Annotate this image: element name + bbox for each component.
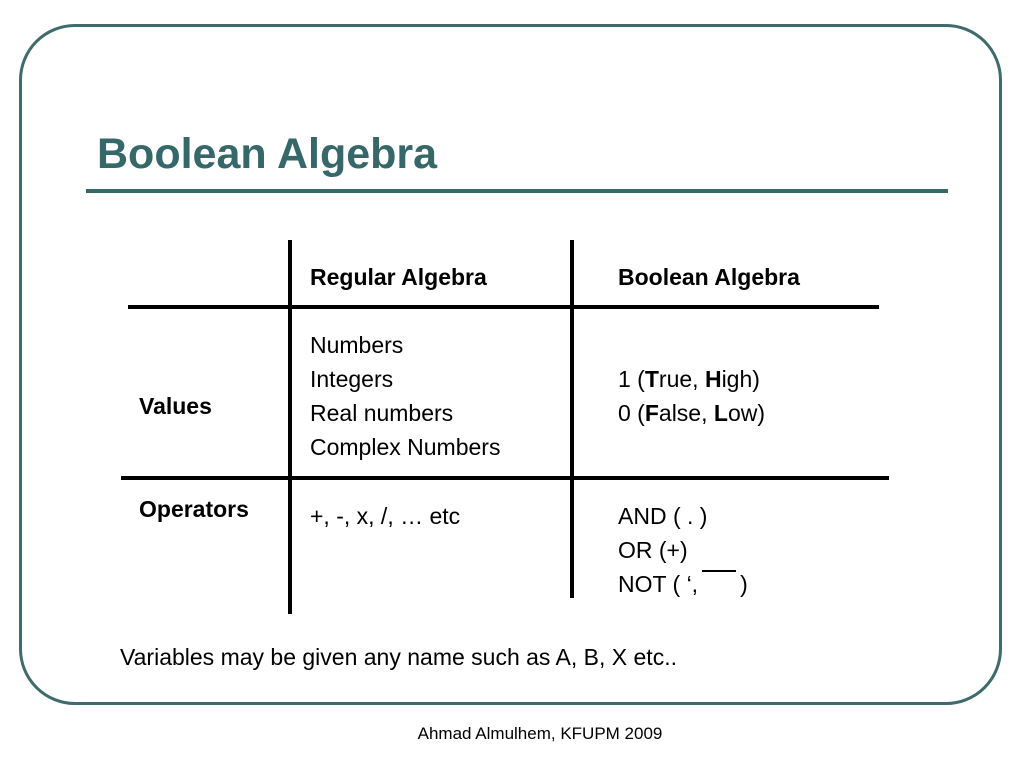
table-vertical-line-middle (570, 240, 574, 598)
cell-text: NOT ( ‘, (618, 571, 699, 597)
table-header-regular: Regular Algebra (310, 264, 487, 290)
table-cell-true-high (618, 362, 760, 396)
cell-text-bold: L (713, 400, 728, 426)
table-cell: +, -, x, /, … etc (310, 503, 461, 529)
cell-text: rue, (658, 366, 705, 392)
cell-text: ) (740, 571, 748, 597)
slide-footer: Ahmad Almulhem, KFUPM 2009 (417, 724, 663, 743)
cell-text: 0 ( (618, 400, 645, 426)
table-horizontal-line-header (128, 305, 879, 309)
cell-text: igh) (721, 366, 760, 392)
table-horizontal-line-row (121, 476, 889, 480)
table-cell: Integers (310, 366, 394, 392)
table-cell-not (618, 567, 748, 601)
table-vertical-line-left (288, 240, 292, 614)
row-label-values: Values (139, 393, 212, 419)
table-header-boolean: Boolean Algebra (618, 264, 800, 290)
slide-frame (19, 24, 1002, 705)
title-underline (86, 189, 948, 193)
table-cell: OR (+) (618, 537, 688, 563)
table-cell-false-low (618, 396, 765, 430)
slide-title: Boolean Algebra (97, 130, 438, 178)
table-cell: Numbers (310, 332, 404, 358)
table-cell: AND ( . ) (618, 503, 708, 529)
cell-text-bold: T (644, 366, 659, 392)
table-cell: Real numbers (310, 400, 454, 426)
cell-text: 1 ( (618, 366, 645, 392)
table-cell: Complex Numbers (310, 434, 501, 460)
cell-text: alse, (658, 400, 714, 426)
cell-text: ow) (727, 400, 766, 426)
variables-note: Variables may be given any name such as A, B, X etc.. (120, 644, 677, 670)
cell-text-bold: H (704, 366, 722, 392)
cell-text-bold: F (644, 400, 659, 426)
row-label-operators: Operators (139, 496, 249, 522)
overbar-symbol (702, 570, 736, 572)
